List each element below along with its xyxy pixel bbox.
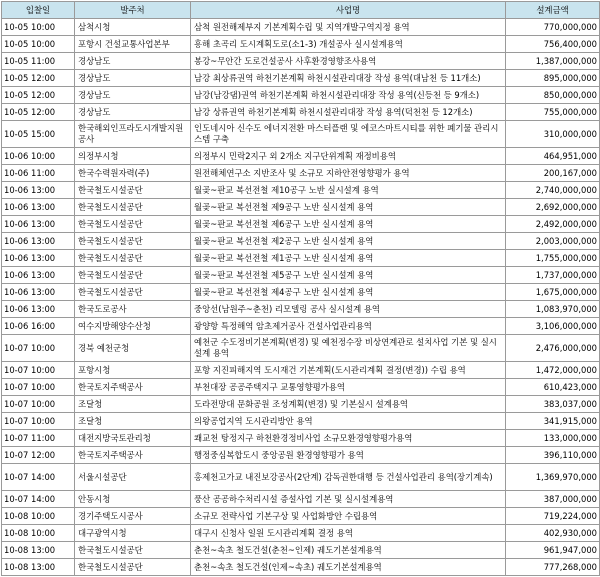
cell-amount: 2,492,000,000 (506, 216, 600, 233)
cell-amount: 777,268,000 (506, 559, 600, 576)
table-row (2, 19, 600, 36)
cell-date: 10-07 10:00 (2, 362, 75, 379)
cell-amount: 1,755,000,000 (506, 250, 600, 267)
cell-amount: 755,000,000 (506, 104, 600, 121)
cell-amount: 1,387,000,000 (506, 53, 600, 70)
cell-org: 서울시설공단 (75, 464, 191, 491)
cell-amount: 402,930,000 (506, 525, 600, 542)
cell-amount: 341,915,000 (506, 413, 600, 430)
bid-table (1, 1, 600, 576)
cell-amount: 387,000,000 (506, 491, 600, 508)
cell-name: 월곶~판교 복선전철 제10공구 노반 실시설계 용역 (191, 182, 506, 199)
cell-date: 10-06 13:00 (2, 216, 75, 233)
cell-amount: 1,369,970,000 (506, 464, 600, 491)
cell-org: 경상남도 (75, 70, 191, 87)
cell-date: 10-06 13:00 (2, 284, 75, 301)
cell-name: 월곶~판교 복선전철 제5공구 노반 실시설계 용역 (191, 267, 506, 284)
cell-name: 풍산 공공하수처리시설 증설사업 기본 및 실시설계용역 (191, 491, 506, 508)
table-row (2, 199, 600, 216)
cell-amount: 464,951,000 (506, 148, 600, 165)
cell-name: 홍제천고가교 내진보강공사(2단계) 감독권한대행 등 건설사업관리 용역(장기계속) (191, 464, 506, 491)
table-row (2, 36, 600, 53)
cell-amount: 610,423,000 (506, 379, 600, 396)
cell-amount: 2,692,000,000 (506, 199, 600, 216)
cell-name: 대구시 신청사 일원 도시관리계획 결정 용역 (191, 525, 506, 542)
cell-org: 대전지방국토관리청 (75, 430, 191, 447)
cell-amount: 1,737,000,000 (506, 267, 600, 284)
cell-name: 부천대장 공공주택지구 교통영향평가용역 (191, 379, 506, 396)
cell-date: 10-05 15:00 (2, 121, 75, 148)
cell-date: 10-06 13:00 (2, 267, 75, 284)
cell-date: 10-06 16:00 (2, 318, 75, 335)
cell-date: 10-08 13:00 (2, 542, 75, 559)
cell-amount: 310,000,000 (506, 121, 600, 148)
cell-date: 10-05 12:00 (2, 70, 75, 87)
cell-amount: 200,167,000 (506, 165, 600, 182)
cell-org: 조달청 (75, 413, 191, 430)
cell-date: 10-08 10:00 (2, 508, 75, 525)
header-org: 발주처 (75, 2, 191, 19)
table-row (2, 165, 600, 182)
cell-amount: 1,083,970,000 (506, 301, 600, 318)
cell-org: 한국토지주택공사 (75, 447, 191, 464)
cell-org: 대구광역시청 (75, 525, 191, 542)
cell-org: 한국철도시설공단 (75, 250, 191, 267)
cell-amount: 396,110,000 (506, 447, 600, 464)
cell-name: 의정부시 민락2지구 외 2개소 지구단위계획 재정비용역 (191, 148, 506, 165)
cell-org: 여수지방해양수산청 (75, 318, 191, 335)
table-row (2, 396, 600, 413)
table-row (2, 53, 600, 70)
table-row (2, 559, 600, 576)
table-row (2, 335, 600, 362)
cell-amount: 756,400,000 (506, 36, 600, 53)
table-row (2, 542, 600, 559)
cell-org: 안동시청 (75, 491, 191, 508)
cell-date: 10-05 10:00 (2, 36, 75, 53)
cell-date: 10-06 13:00 (2, 250, 75, 267)
table-row (2, 87, 600, 104)
cell-name: 중앙선(남원주~춘천) 리모델링 공사 실시설계 용역 (191, 301, 506, 318)
cell-name: 남강 상류권역 하천기본계획 하천시설관리대장 작성 용역(덕천천 등 12개소) (191, 104, 506, 121)
cell-name: 봉강~무안간 도로건설공사 사후환경영향조사용역 (191, 53, 506, 70)
cell-name: 도라전망대 문화공원 조성계획(변경) 및 기본실시 설계용역 (191, 396, 506, 413)
cell-org: 한국철도시설공단 (75, 267, 191, 284)
table-row (2, 508, 600, 525)
cell-date: 10-07 11:00 (2, 430, 75, 447)
cell-name: 월곶~판교 복선전철 제2공구 노반 실시설계 용역 (191, 233, 506, 250)
cell-amount: 2,003,000,000 (506, 233, 600, 250)
cell-name: 춘천~속초 철도건설(인제~속초) 궤도기본설계용역 (191, 559, 506, 576)
table-body (2, 19, 600, 576)
cell-date: 10-07 10:00 (2, 335, 75, 362)
cell-org: 한국철도시설공단 (75, 233, 191, 250)
table-row (2, 216, 600, 233)
cell-date: 10-05 11:00 (2, 53, 75, 70)
header-amount: 설계금액 (506, 2, 600, 19)
cell-name: 월곶~판교 복선전철 제1공구 노반 실시설계 용역 (191, 250, 506, 267)
cell-name: 월곶~판교 복선전철 제4공구 노반 실시설계 용역 (191, 284, 506, 301)
cell-org: 한국해외인프라도시개발지원공사 (75, 121, 191, 148)
cell-date: 10-07 10:00 (2, 413, 75, 430)
table-row (2, 301, 600, 318)
cell-amount: 895,000,000 (506, 70, 600, 87)
header-date: 입찰일 (2, 2, 75, 19)
header-name: 사업명 (191, 2, 506, 19)
table-row (2, 379, 600, 396)
cell-org: 조달청 (75, 396, 191, 413)
cell-amount: 719,224,000 (506, 508, 600, 525)
cell-amount: 3,106,000,000 (506, 318, 600, 335)
table-row (2, 362, 600, 379)
table-row (2, 233, 600, 250)
cell-name: 원전해체연구소 지반조사 및 소규모 지하안전영향평가 용역 (191, 165, 506, 182)
cell-org: 한국토지주택공사 (75, 379, 191, 396)
cell-name: 예천군 수도정비기본계획(변경) 및 예천정수장 비상연계관로 설치사업 기본 및 실시설계 용역 (191, 335, 506, 362)
table-row (2, 318, 600, 335)
cell-name: 남강 최상류권역 하천기본계획 하천시설관리대장 작성 용역(대남천 등 11개소) (191, 70, 506, 87)
cell-org: 경상남도 (75, 53, 191, 70)
table-row (2, 284, 600, 301)
cell-date: 10-06 10:00 (2, 148, 75, 165)
table-row (2, 464, 600, 491)
cell-date: 10-08 10:00 (2, 525, 75, 542)
cell-org: 경상남도 (75, 104, 191, 121)
cell-name: 흥해 초곡리 도시계획도로(소1-3) 개설공사 실시설계용역 (191, 36, 506, 53)
cell-org: 경상남도 (75, 87, 191, 104)
cell-amount: 770,000,000 (506, 19, 600, 36)
cell-date: 10-07 14:00 (2, 464, 75, 491)
cell-date: 10-05 12:00 (2, 87, 75, 104)
table-row (2, 491, 600, 508)
cell-name: 포항 지진피해지역 도시재건 기본계획(도시관리계획 결정(변경)) 수립 용역 (191, 362, 506, 379)
cell-name: 춘천~속초 철도건설(춘천~인제) 궤도기본설계용역 (191, 542, 506, 559)
cell-name: 소규모 전략사업 기본구상 및 사업화방안 수립용역 (191, 508, 506, 525)
cell-name: 쾌교천 탕정지구 하천환경정비사업 소규모환경영향평가용역 (191, 430, 506, 447)
cell-org: 한국철도시설공단 (75, 284, 191, 301)
cell-date: 10-07 14:00 (2, 491, 75, 508)
cell-org: 한국도로공사 (75, 301, 191, 318)
cell-date: 10-06 13:00 (2, 182, 75, 199)
cell-org: 한국철도시설공단 (75, 216, 191, 233)
cell-org: 포항시청 (75, 362, 191, 379)
cell-name: 광양항 특정해역 암초제거공사 건설사업관리용역 (191, 318, 506, 335)
table-row (2, 267, 600, 284)
cell-date: 10-08 13:00 (2, 559, 75, 576)
table-row (2, 250, 600, 267)
header-row (2, 2, 600, 19)
cell-date: 10-07 10:00 (2, 379, 75, 396)
cell-date: 10-06 11:00 (2, 165, 75, 182)
cell-date: 10-06 13:00 (2, 301, 75, 318)
table-row (2, 121, 600, 148)
cell-org: 한국철도시설공단 (75, 182, 191, 199)
cell-amount: 2,740,000,000 (506, 182, 600, 199)
cell-date: 10-06 13:00 (2, 233, 75, 250)
cell-date: 10-06 13:00 (2, 199, 75, 216)
cell-org: 한국수력원자력(주) (75, 165, 191, 182)
table-row (2, 104, 600, 121)
cell-org: 한국철도시설공단 (75, 199, 191, 216)
table-row (2, 182, 600, 199)
cell-org: 한국철도시설공단 (75, 542, 191, 559)
cell-date: 10-07 12:00 (2, 447, 75, 464)
cell-name: 남강(남강댐)권역 하천기본계획 하천시설관리대장 작성 용역(신등천 등 9개소) (191, 87, 506, 104)
cell-org: 경기주택도시공사 (75, 508, 191, 525)
table-row (2, 413, 600, 430)
cell-org: 경북 예천군청 (75, 335, 191, 362)
table-row (2, 70, 600, 87)
cell-org: 포항시 건설교통사업본부 (75, 36, 191, 53)
cell-name: 삼척 원전해제부지 기본계획수립 및 지역개발구역지정 용역 (191, 19, 506, 36)
cell-date: 10-05 12:00 (2, 104, 75, 121)
cell-name: 월곶~판교 복선전철 제9공구 노반 실시설계 용역 (191, 199, 506, 216)
table-row (2, 447, 600, 464)
cell-org: 의정부시청 (75, 148, 191, 165)
table-row (2, 148, 600, 165)
table-row (2, 525, 600, 542)
cell-amount: 1,675,000,000 (506, 284, 600, 301)
cell-date: 10-05 10:00 (2, 19, 75, 36)
cell-amount: 383,037,000 (506, 396, 600, 413)
cell-name: 월곶~판교 복선전철 제6공구 노반 실시설계 용역 (191, 216, 506, 233)
cell-name: 인도네시아 신수도 에너지전환 마스터플랜 및 에코스마트시티를 위한 폐기물 관리시스템 구축 (191, 121, 506, 148)
table-row (2, 430, 600, 447)
cell-org: 삼척시청 (75, 19, 191, 36)
cell-amount: 961,947,000 (506, 542, 600, 559)
cell-date: 10-07 10:00 (2, 396, 75, 413)
cell-amount: 2,476,000,000 (506, 335, 600, 362)
cell-amount: 1,472,000,000 (506, 362, 600, 379)
cell-amount: 133,000,000 (506, 430, 600, 447)
cell-org: 한국철도시설공단 (75, 559, 191, 576)
cell-name: 행정중심복합도시 중앙공원 환경영향평가 용역 (191, 447, 506, 464)
cell-name: 의왕공업지역 도시관리방안 용역 (191, 413, 506, 430)
cell-amount: 850,000,000 (506, 87, 600, 104)
